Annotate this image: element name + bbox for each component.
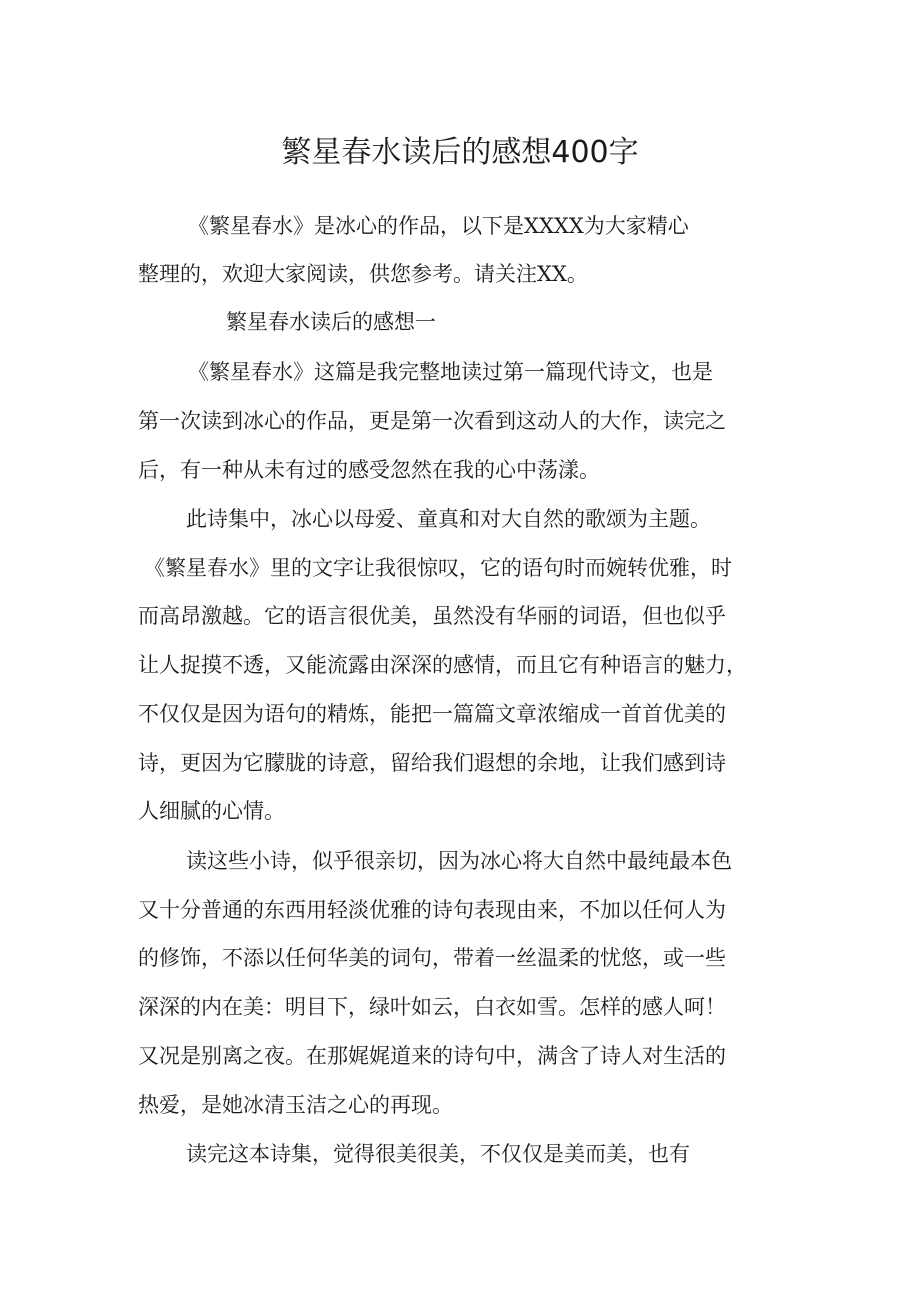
text-line: 的修饰，不添以任何华美的词句，带着一丝温柔的忧悠，或一些 [138,946,726,970]
text-line: 《繁星春水》是冰心的作品，以下是XXXX为大家精心 [188,214,689,238]
text-line: 又十分普通的东西用轻淡优雅的诗句表现由来，不加以任何人为 [138,898,726,922]
text-line: 《繁星春水》里的文字让我很惊叹，它的语句时而婉转优雅，时 [144,556,732,580]
text-line: 又况是别离之夜。在那娓娓道来的诗句中，满含了诗人对生活的 [138,1044,726,1068]
text-line: 而高昂激越。它的语言很优美，虽然没有华丽的词语，但也似乎 [138,604,726,628]
text-line: 读这些小诗，似乎很亲切，因为冰心将大自然中最纯最本色 [186,849,732,873]
text-line: 深深的内在美：明目下，绿叶如云，白衣如雪。怎样的感人呵！ [138,995,726,1019]
text-line: 热爱，是她冰清玉洁之心的再现。 [138,1093,453,1117]
section-heading: 繁星春水读后的感想一 [226,310,436,334]
text-line: 读完这本诗集，觉得很美很美，不仅仅是美而美，也有 [186,1142,690,1166]
text-line: 整理的，欢迎大家阅读，供您参考。请关注XX。 [138,262,588,286]
text-line: 此诗集中，冰心以母爱、童真和对大自然的歌颂为主题。 [186,507,711,531]
text-line: 人细腻的心情。 [138,799,285,823]
text-line: 让人捉摸不透，又能流露由深深的感情，而且它有种语言的魅力， [138,653,747,677]
text-line: 《繁星春水》这篇是我完整地读过第一篇现代诗文，也是 [188,360,713,384]
text-line: 第一次读到冰心的作品，更是第一次看到这动人的大作，读完之 [138,409,726,433]
page-title: 繁星春水读后的感想400字 [281,135,639,171]
text-line: 后，有一种从未有过的感受忽然在我的心中荡漾。 [138,458,600,482]
text-line: 不仅仅是因为语句的精炼，能把一篇篇文章浓缩成一首首优美的 [138,702,726,726]
text-line: 诗，更因为它朦胧的诗意，留给我们遐想的余地，让我们感到诗 [138,751,726,775]
